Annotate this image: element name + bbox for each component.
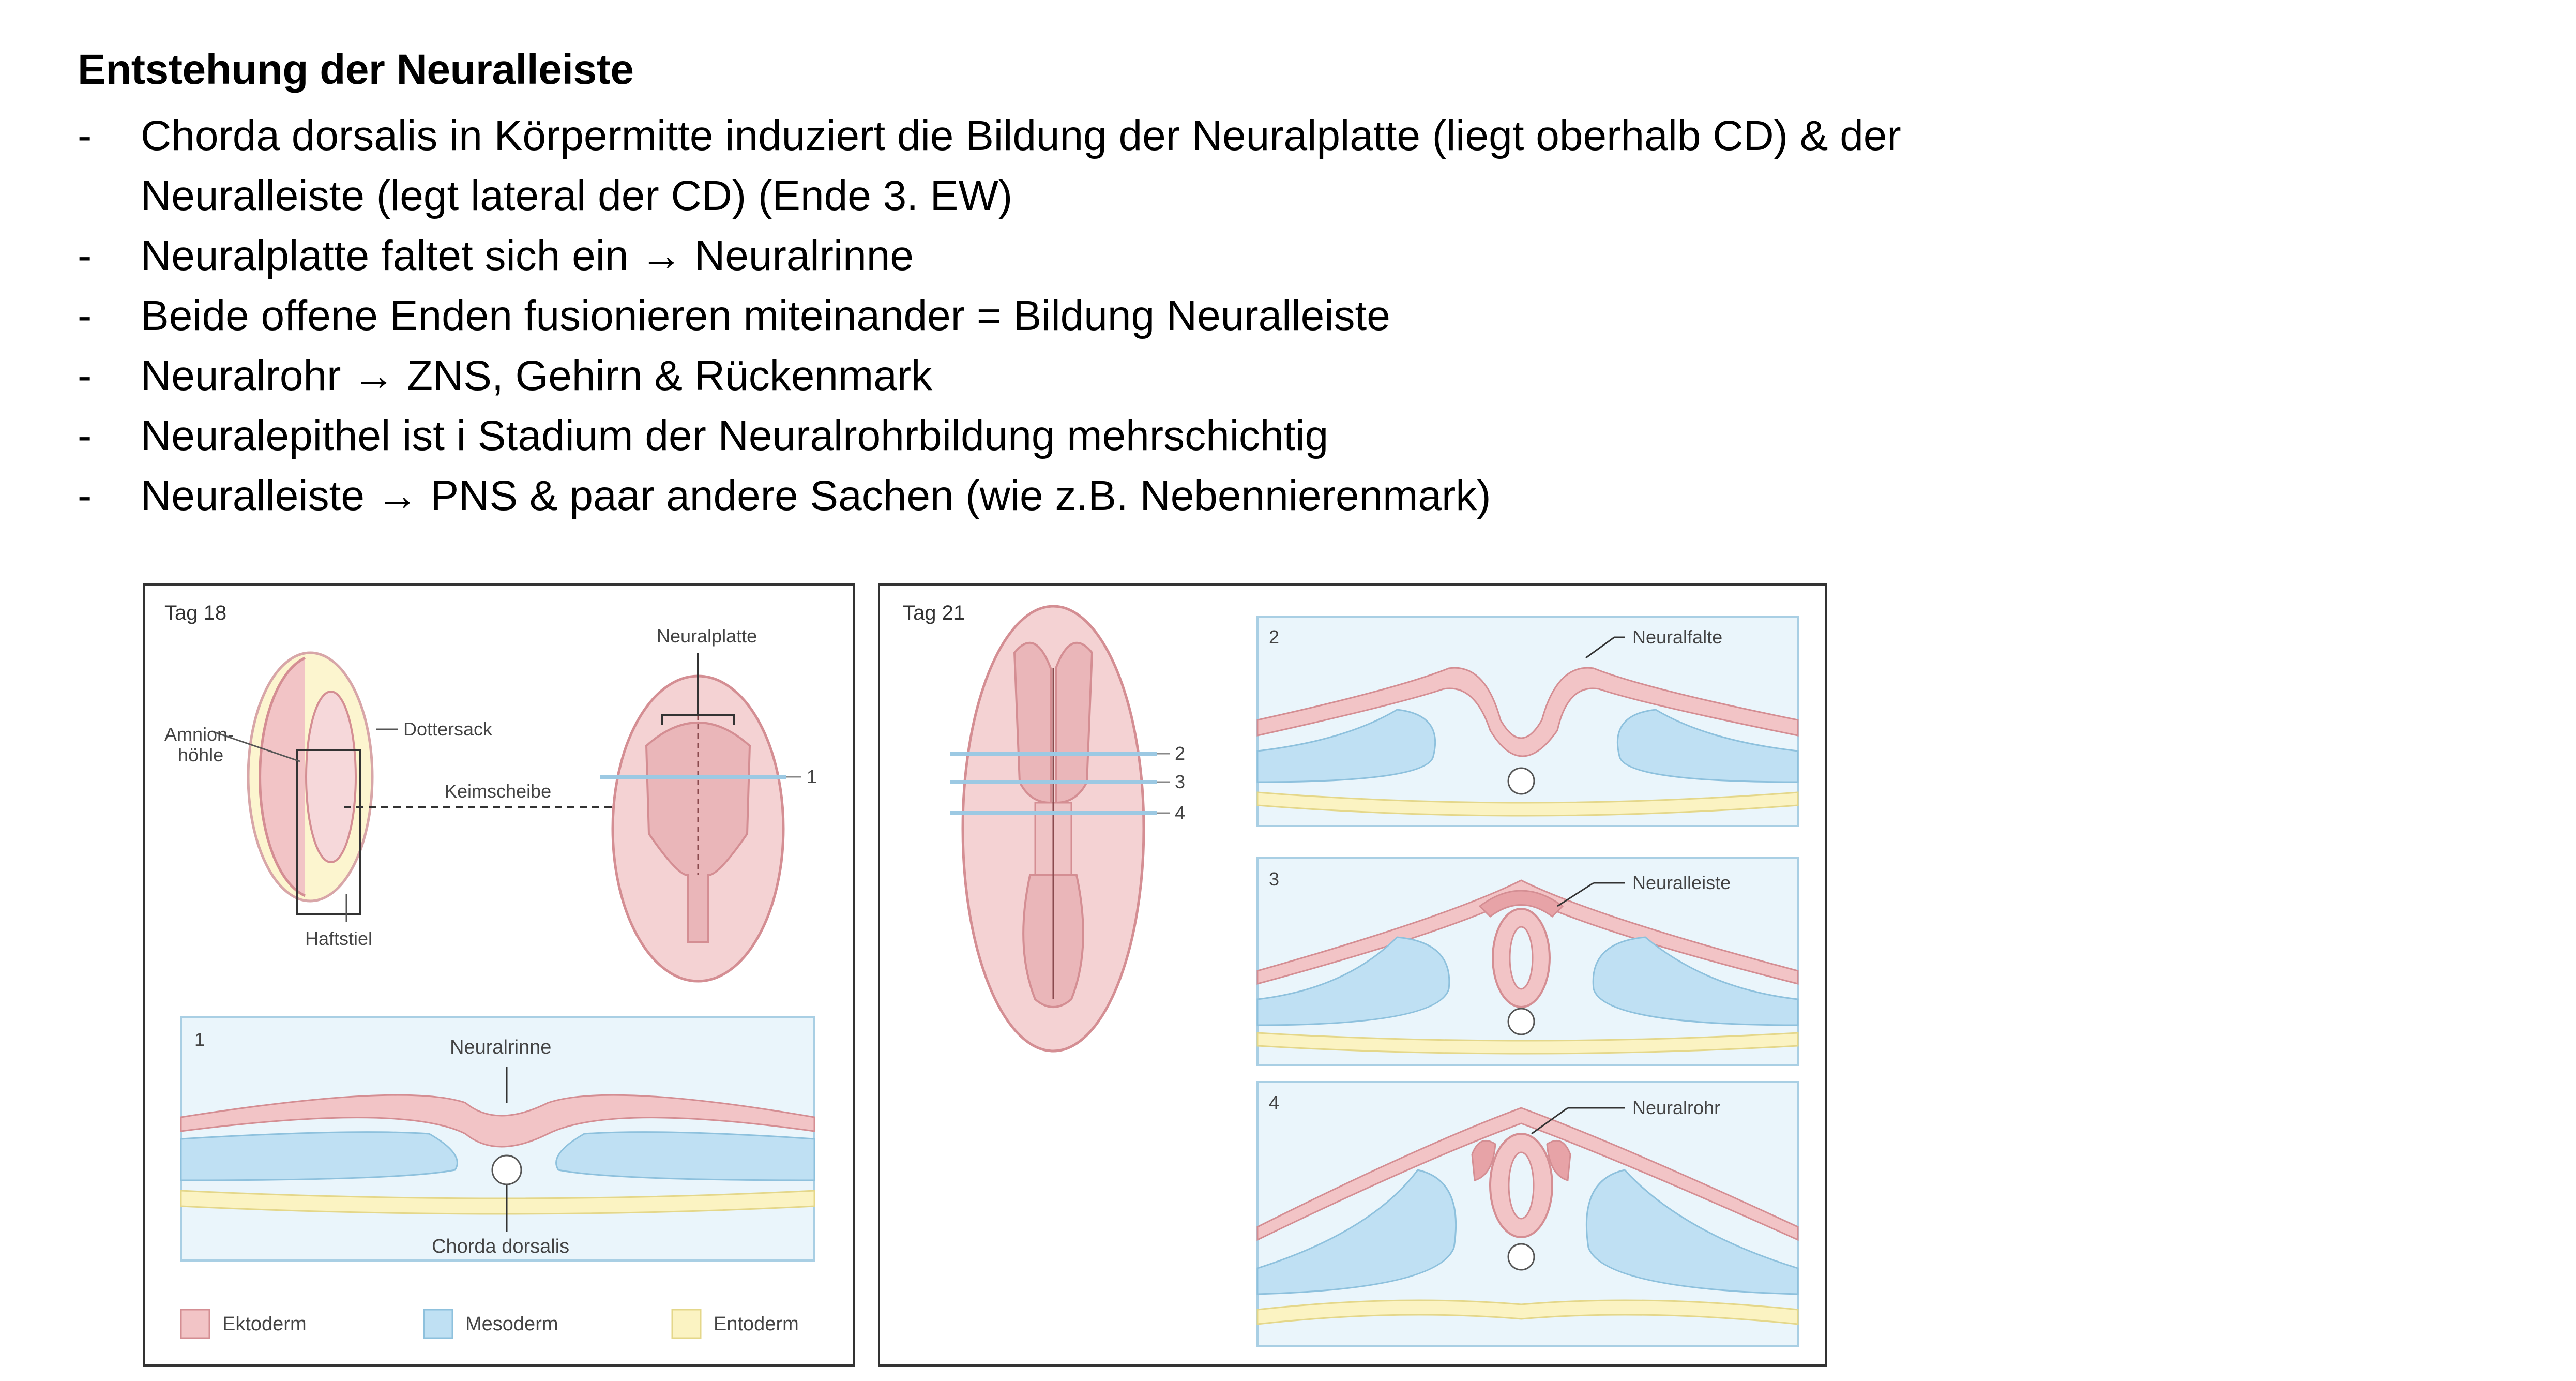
neural-fold-right-top: [1056, 643, 1092, 803]
neuralfalte-label: Neuralfalte: [1632, 626, 1723, 648]
legend-label-ektoderm: Ektoderm: [222, 1313, 307, 1335]
legend-label-mesoderm: Mesoderm: [465, 1313, 558, 1335]
section-2-frame: [1257, 617, 1798, 826]
embryo-dorsal-view: [950, 606, 1185, 1051]
section-marker-3: 3: [1175, 771, 1186, 792]
stage-label: Tag 21: [903, 602, 965, 624]
neuralleiste-label: Neuralleiste: [1632, 872, 1731, 893]
figure-tag-21: [878, 583, 1827, 1367]
bullet-item: [78, 286, 2249, 346]
stage-label: Tag 18: [164, 602, 227, 624]
figure-tag-18-svg: [145, 586, 853, 1364]
legend-swatch-entoderm: [672, 1310, 701, 1338]
section-1-panel: [181, 1017, 814, 1260]
keimscheibe-shape: [306, 692, 356, 862]
section-marker-4: 4: [1175, 802, 1186, 823]
neural-fold-left-top: [1014, 643, 1051, 803]
amnion-label-2: höhle: [178, 744, 224, 765]
bullet-text: Beide offene Enden fusionieren miteinander = Bildung Neuralleiste: [141, 292, 1390, 339]
figure-tag-21-svg: [880, 586, 1825, 1364]
section-3-panel: [1257, 858, 1798, 1065]
section-2-panel: [1257, 617, 1798, 826]
neural-tube-lumen: [1509, 1152, 1534, 1219]
legend: [181, 1310, 799, 1338]
amnion-label-1: Amnion-: [164, 724, 234, 745]
section-marker-2: 2: [1175, 743, 1186, 764]
neuralrohr-label: Neuralrohr: [1632, 1097, 1721, 1118]
mesoderm-left: [181, 1132, 457, 1180]
section-4-panel: [1257, 1082, 1798, 1346]
chorda-circle: [1508, 768, 1534, 794]
bullet-marker: -: [78, 352, 92, 399]
bullet-marker: -: [78, 292, 92, 339]
legend-label-entoderm: Entoderm: [714, 1313, 799, 1335]
chorda-label: Chorda dorsalis: [432, 1236, 570, 1257]
figure-tag-18: [143, 583, 855, 1367]
bullet-item: [78, 346, 2249, 406]
neuralrinne-label: Neuralrinne: [450, 1037, 552, 1058]
section-2-number: 2: [1269, 626, 1280, 648]
bullet-item: [78, 226, 2249, 286]
bullet-marker: -: [78, 472, 92, 519]
keimscheibe-label: Keimscheibe: [445, 780, 552, 802]
chorda-circle: [1508, 1009, 1534, 1034]
neuralplatte-label: Neuralplatte: [657, 625, 757, 647]
legend-swatch-mesoderm: [424, 1310, 452, 1338]
haftstiel-label: Haftstiel: [305, 928, 373, 949]
bullet-list: [78, 106, 2249, 526]
bullet-marker: -: [78, 412, 92, 459]
slide-title: Entstehung der Neuralleiste: [78, 46, 634, 93]
neural-tube-lumen: [1510, 927, 1533, 989]
bullet-item: [78, 466, 2249, 526]
mesoderm-right: [556, 1132, 814, 1180]
legend-swatch-ektoderm: [181, 1310, 209, 1338]
section-marker-1: 1: [807, 766, 817, 787]
bullet-marker: -: [78, 232, 92, 279]
bullet-marker: -: [78, 112, 92, 159]
bullet-text: Neuralleiste → PNS & paar andere Sachen (wie z.B. Nebennierenmark): [141, 472, 1491, 519]
neuralplatte-view: [600, 625, 817, 981]
chorda-circle: [492, 1155, 521, 1184]
chorda-circle: [1508, 1244, 1534, 1270]
section-1-number: 1: [194, 1029, 205, 1050]
bullet-text: Neuralepithel ist i Stadium der Neuralrohrbildung mehrschichtig: [141, 412, 1329, 459]
bullet-text: Neuralrohr → ZNS, Gehirn & Rückenmark: [141, 352, 933, 399]
dottersack-label: Dottersack: [403, 718, 493, 740]
bullet-item: [78, 406, 2249, 466]
embryo-overview: [164, 653, 663, 949]
bullet-text: Neuralplatte faltet sich ein → Neuralrinne: [141, 232, 914, 279]
bullet-item: [78, 106, 2249, 226]
section-3-number: 3: [1269, 868, 1280, 890]
bullet-text: Chorda dorsalis in Körpermitte induziert die Bildung der Neuralplatte (liegt oberhalb CD) & der: [141, 112, 1901, 159]
bullet-text-continuation: Neuralleiste (legt lateral der CD) (Ende 3. EW): [141, 172, 1013, 219]
section-4-number: 4: [1269, 1092, 1280, 1113]
